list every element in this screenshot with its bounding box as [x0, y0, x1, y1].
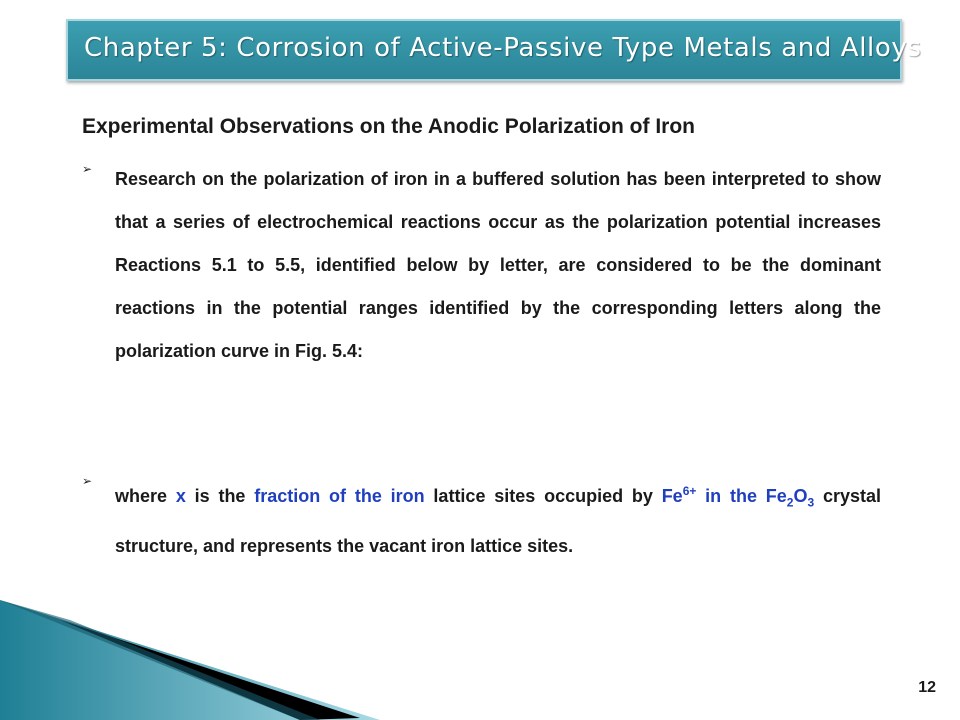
fe6-ion: $Fe^{6+}$ in the $Fe_2O_3$: [661, 484, 815, 510]
bullet-research: [82, 158, 881, 373]
bullet-arrow-icon: ➢: [82, 162, 93, 176]
bullet-arrow-icon: ➢: [82, 474, 93, 488]
variable-x: x: [175, 486, 186, 506]
title-bar: [66, 19, 922, 81]
bullet-where-text: where x is the fraction of the iron lattice sites occupied by $Fe^{6+}$ in the $Fe_2O_3$ crystal structure, and represents the vacant iron lattice sites.: [115, 484, 882, 556]
section-heading: Experimental Observations on the Anodic Polarization of Iron: [82, 115, 695, 138]
corner-decoration: [0, 600, 460, 720]
bullet-where: [82, 470, 881, 568]
slide-title: Chapter 5: Corrosion of Active-Passive Type Metals and Alloys: [84, 33, 922, 63]
bullet-research-text: Research on the polarization of iron in a buffered solution has been interpreted to show that a series of electrochemical reactions occur as the polarization potential increases Reactions 5.1 to 5.5, identified below by letter, are considered to be the dominant reactions in the potential ranges identified by the corresponding letters along the polarization curve in Fig. 5.4:: [115, 169, 881, 361]
fraction-highlight: fraction of the iron: [254, 486, 425, 506]
page-number: 12: [918, 679, 936, 696]
